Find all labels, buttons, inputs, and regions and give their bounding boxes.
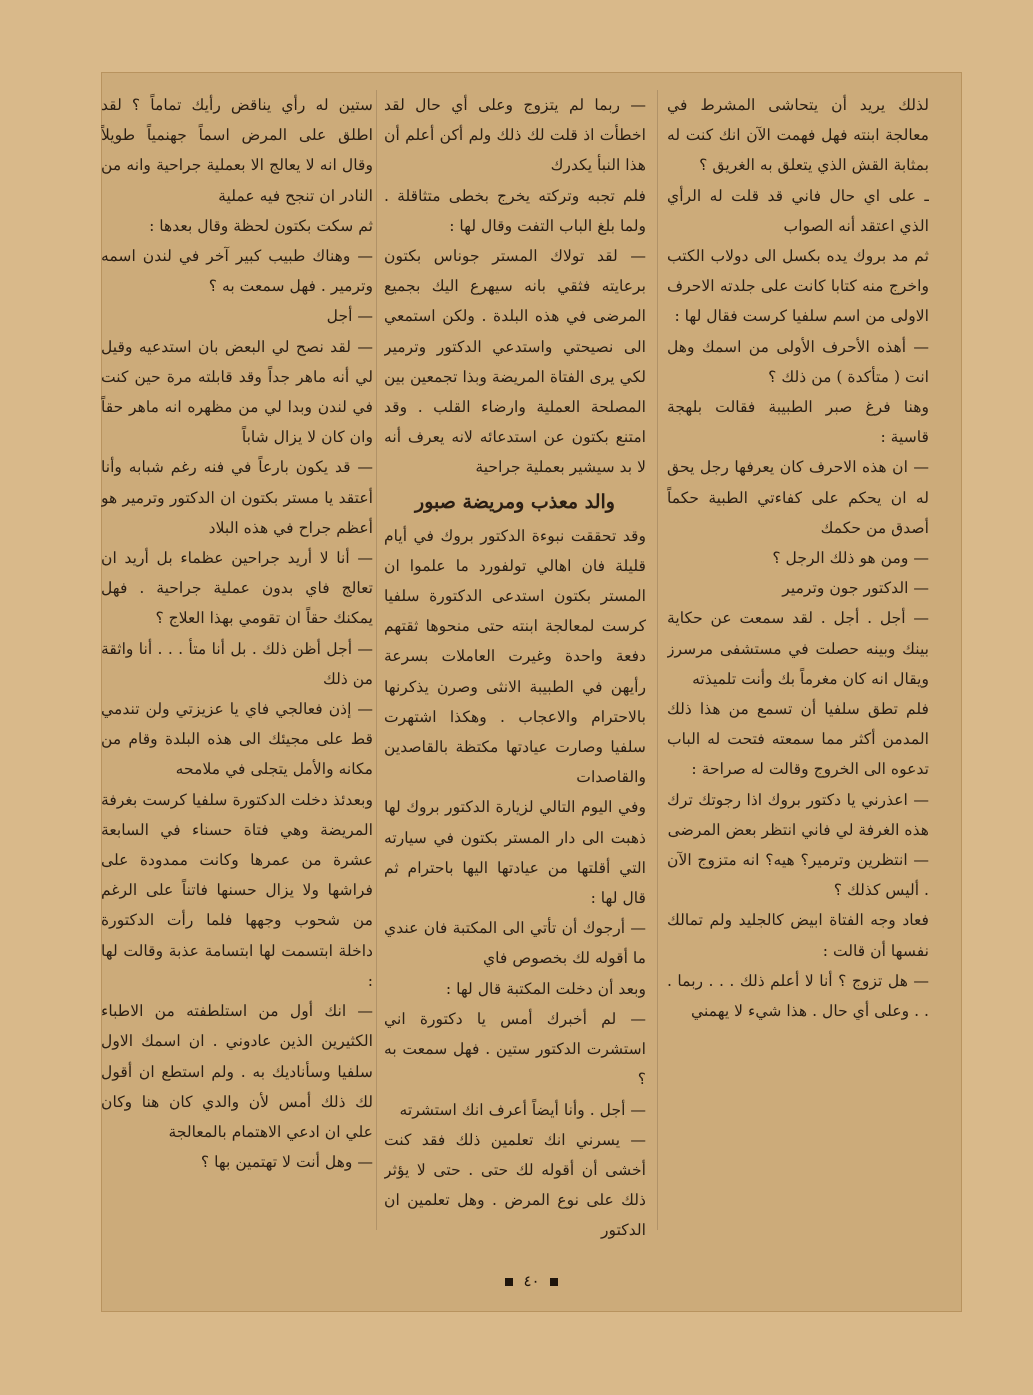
paragraph: — وهل أنت لا تهتمين بها ؟ bbox=[200, 1153, 373, 1172]
paragraph: لذلك يريد أن يتحاشى المشرط في معالجة ابنته فهل فهمت الآن انك كنت له بمثابة القش الذي يتعلق به الغريق ؟ bbox=[667, 96, 929, 175]
paragraph: فعاد وجه الفتاة ابيض كالجليد ولم تمالك نفسها أن قالت : bbox=[667, 911, 929, 960]
paragraph: ثم سكت بكتون لحظة وقال بعدها : bbox=[149, 216, 373, 235]
paragraph: — قد يكون بارعاً في فنه رغم شبابه وأنا أعتقد يا مستر بكتون ان الدكتور وترمير هو أعظم جراح في هذه البلاد bbox=[101, 458, 373, 537]
paragraph: — أجل . أجل . لقد سمعت عن حكاية بينك وبينه حصلت في مستشفى مرسرز ويقال انه كان مغرماً بك وأنت تلميذته bbox=[667, 609, 929, 688]
paragraph: — أجل أظن ذلك . بل أنا متأ . . . أنا واثقة من ذلك bbox=[101, 639, 373, 688]
column-middle bbox=[384, 90, 646, 1240]
column-divider bbox=[376, 90, 377, 1230]
column-right bbox=[667, 90, 929, 1240]
paragraph: — انك أول من استلطفته من الاطباء الكثيرين الذين عادوني . ان اسمك الاول سلفيا وسأناديك به . ولم استطع ان أقول لك ذلك أمس لأن والدي كان هنا وكان علي ان ادعي الاهتمام بالمعالجة bbox=[101, 1002, 373, 1141]
paragraph: — لقد نصح لي البعض بان استدعيه وقيل لي أنه ماهر جداً وقد قابلته مرة حين كنت في لندن وبدا لي من مظهره انه ماهر حقاً وان كان لا يزال شاباً bbox=[101, 337, 373, 447]
paragraph: — وهناك طبيب كبير آخر في لندن اسمه وترمير . فهل سمعت به ؟ bbox=[101, 247, 373, 296]
page-footer bbox=[101, 1272, 962, 1290]
paragraph: — ان هذه الاحرف كان يعرفها رجل يحق له ان يحكم على كفاءتي الطبية حكماً أصدق من حكمك bbox=[667, 458, 929, 537]
magazine-page bbox=[101, 72, 962, 1312]
paragraph: — أهذه الأحرف الأولى من اسمك وهل انت ( متأكدة ) من ذلك ؟ bbox=[667, 337, 929, 386]
paragraph: — انتظرين وترمير؟ هيه؟ انه متزوج الآن . أليس كذلك ؟ bbox=[667, 851, 929, 900]
paragraph: — ربما لم يتزوج وعلى أي حال لقد اخطأت اذ قلت لك ذلك ولم أكن أعلم أن هذا النبأ يكدرك bbox=[384, 96, 646, 175]
page-number: ٤٠ bbox=[523, 1272, 540, 1290]
paragraph: — أجل . وأنا أيضاً أعرف انك استشرته bbox=[399, 1100, 646, 1119]
paragraph: — أنا لا أريد جراحين عظماء بل أريد ان تعالج فاي بدون عملية جراحية . فهل يمكنك حقاً ان تقومي بهذا العلاج ؟ bbox=[101, 549, 373, 628]
column-divider bbox=[657, 90, 658, 1230]
paragraph: — أرجوك أن تأتي الى المكتبة فان عندي ما أقوله لك بخصوص فاي bbox=[384, 919, 646, 968]
paragraph: — إذن فعالجي فاي يا عزيزتي ولن تندمي قط على مجيئك الى هذه البلدة وقام من مكانه والأمل يتجلى في ملامحه bbox=[101, 700, 373, 779]
paragraph: وبعدئذ دخلت الدكتورة سلفيا كرست بغرفة المريضة وهي فتاة حسناء في السابعة عشرة من عمرها وكانت ممدودة على فراشها ولا يزال حسنها فاتناً على الرغم من شحوب وجهها فلما رأت الدكتورة داخلة ابتسمت لها ابتسامة عذبة وقالت لها : bbox=[101, 790, 373, 990]
paragraph: — يسرني انك تعلمين ذلك فقد كنت أخشى أن أقوله لك حتى . حتى لا يؤثر ذلك على نوع المرض . وهل تعلمين ان الدكتور bbox=[384, 1130, 646, 1240]
paragraph: فلم تطق سلفيا أن تسمع من هذا ذلك المدمن أكثر مما سمعته فتحت له الباب تدعوه الى الخروج وقالت له صراحة : bbox=[667, 700, 929, 779]
paragraph: — أجل bbox=[326, 307, 373, 326]
paragraph: وقد تحققت نبوءة الدكتور بروك في أيام قليلة فان اهالي تولفورد ما علموا ان المستر بكتون استدعى الدكتورة سلفيا كرست لمعالجة ابنته حتى منحوها ثقتهم دفعة واحدة وغيرت العاملات بسرعة رأيهن في الطبيبة الانثى وصرن يذكرنها بالاحترام والاعجاب . وهكذا اشتهرت سلفيا وصارت عيادتها مكتظة بالقاصدين والقاصدات bbox=[384, 526, 646, 787]
paragraph: وبعد أن دخلت المكتبة قال لها : bbox=[445, 979, 646, 998]
square-ornament-icon bbox=[550, 1278, 558, 1286]
paragraph: — ومن هو ذلك الرجل ؟ bbox=[772, 549, 929, 568]
section-heading: والد معذب ومريضة صبور bbox=[415, 490, 615, 513]
paragraph: وهنا فرغ صبر الطبيبة فقالت بلهجة قاسية : bbox=[667, 398, 929, 447]
paragraph: ـ على اي حال فاني قد قلت له الرأي الذي اعتقد أنه الصواب bbox=[667, 186, 929, 235]
paragraph: وفي اليوم التالي لزيارة الدكتور بروك لها ذهبت الى دار المستر بكتون في سيارته التي أقلتها من عيادتها اليها باحترام ثم قال لها : bbox=[384, 798, 646, 908]
paragraph: — اعذرني يا دكتور بروك اذا رجوتك ترك هذه الغرفة لي فاني انتظر بعض المرضى bbox=[667, 790, 929, 839]
paragraph: ثم مد بروك يده بكسل الى دولاب الكتب واخرج منه كتابا كانت على جلدته الاحرف الاولى من اسم سلفيا كرست فقال لها : bbox=[667, 247, 929, 326]
paragraph: — لم أخبرك أمس يا دكتورة اني استشرت الدكتور ستين . فهل سمعت به ؟ bbox=[384, 1009, 646, 1089]
paragraph: فلم تجبه وتركته يخرج بخطى متثاقلة . ولما بلغ الباب التفت وقال لها : bbox=[384, 186, 646, 235]
square-ornament-icon bbox=[505, 1278, 513, 1286]
paragraph: — لقد تولاك المستر جوناس بكتون برعايته فثقي بانه سيهرع اليك بجميع المرضى في هذه البلدة . ولكن استمعي الى نصيحتي واستدعي الدكتور وترمير لكي يرى الفتاة المريضة وبذا تجمعين بين المصلحة العملية وارضاء القلب . وقد امتنع بكتون عن استدعائه لانه يعرف أنه لا بد سيشير بعملية جراحية bbox=[384, 247, 646, 477]
paragraph: — هل تزوج ؟ أنا لا أعلم ذلك . . . ربما . . . وعلى أي حال . هذا شيء لا يهمني bbox=[667, 971, 929, 1021]
column-left bbox=[101, 90, 373, 1240]
paragraph: ستين له رأي يناقض رأيك تماماً ؟ لقد اطلق على المرض اسماً جهنمياً طويلاً وقال انه لا يعالج الا بعملية جراحية وانه من النادر ان تنجح فيه عملية bbox=[101, 96, 373, 205]
paragraph: — الدكتور جون وترمير bbox=[782, 579, 929, 598]
